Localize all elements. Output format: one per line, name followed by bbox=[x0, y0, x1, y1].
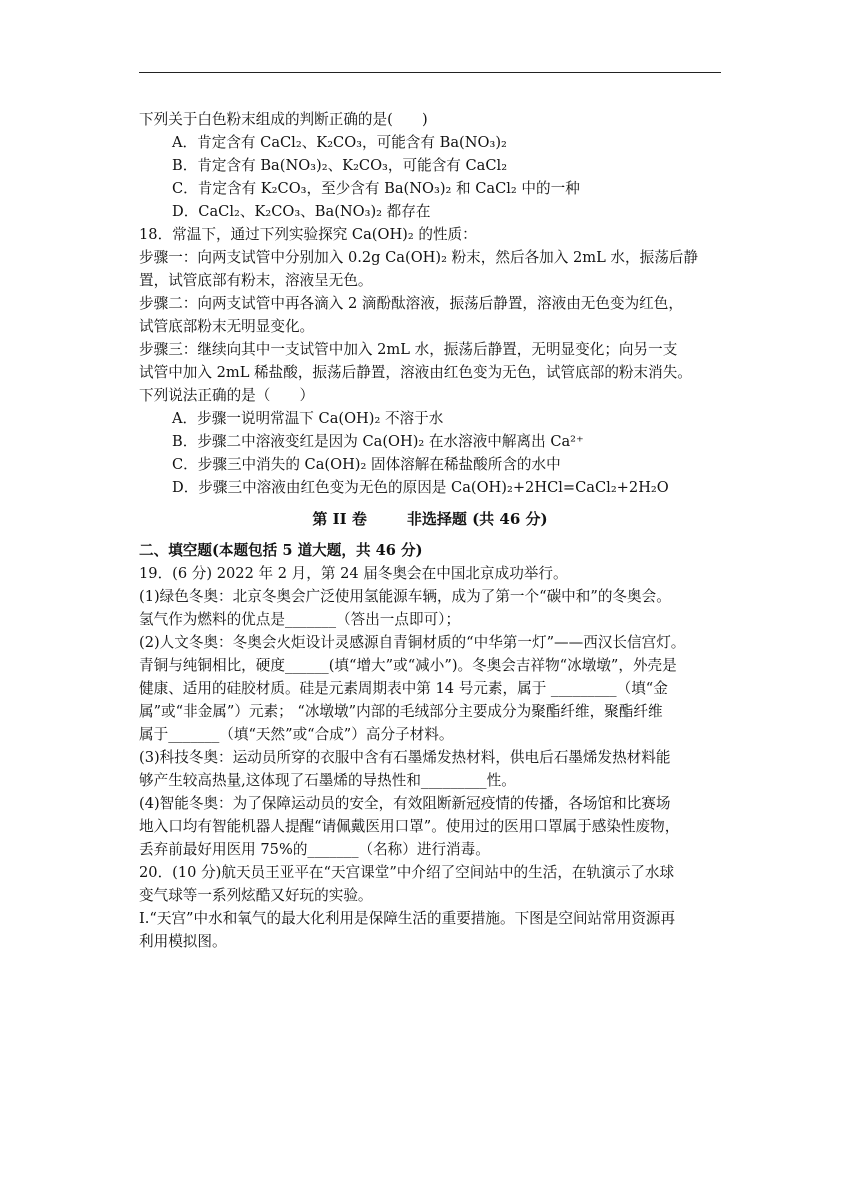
part2-title bbox=[0, 512, 860, 527]
q19-line: (4)智能冬奥：为了保障运动员的安全，有效阻断新冠疫情的传播，各场馆和比赛场 bbox=[139, 795, 671, 812]
q19-line: (2)人文冬奥：冬奥会火炬设计灵感源自青铜材质的“中华第一灯”——西汉长信宫灯。 bbox=[139, 634, 686, 651]
part2-title-left: 第 II 卷 bbox=[312, 510, 367, 528]
q18-line: 步骤三：继续向其中一支试管中加入 2mL 水，振荡后静置，无明显变化；向另一支 bbox=[139, 341, 678, 358]
q19-line: 属”或“非金属”）元素； “冰墩墩”内部的毛绒部分主要成分为聚酯纤维，聚酯纤维 bbox=[139, 703, 663, 720]
q20-line: 20．(10 分)航天员王亚平在“天宫课堂”中介绍了空间站中的生活，在轨演示了水球 bbox=[139, 864, 675, 881]
q17-stem: 下列关于白色粉末组成的判断正确的是( ) bbox=[139, 111, 428, 128]
q19-line: 地入口均有智能机器人提醒“请佩戴医用口罩”。使用过的医用口罩属于感染性废物， bbox=[139, 818, 680, 835]
q19-line: 健康、适用的硅胶材质。硅是元素周期表中第 14 号元素，属于 _________（填“金 bbox=[139, 680, 668, 697]
q17-option-b: B．肯定含有 Ba(NO₃)₂、K₂CO₃，可能含有 CaCl₂ bbox=[172, 157, 508, 174]
q19-line: 丢弃前最好用医用 75%的_______（名称）进行消毒。 bbox=[139, 841, 490, 858]
q17-option-c: C．肯定含有 K₂CO₃，至少含有 Ba(NO₃)₂ 和 CaCl₂ 中的一种 bbox=[172, 180, 580, 197]
q18-option-c: C．步骤三中消失的 Ca(OH)₂ 固体溶解在稀盐酸所含的水中 bbox=[172, 456, 561, 473]
q19-line: 属于_______（填“天然”或“合成”）高分子材料。 bbox=[139, 726, 454, 743]
q19-line: 青铜与纯铜相比，硬度______(填“增大”或“减小”)。冬奥会吉祥物“冰墩墩”，外壳是 bbox=[139, 657, 677, 674]
q18-line: 试管中加入 2mL 稀盐酸，振荡后静置，溶液由红色变为无色，试管底部的粉末消失。 bbox=[139, 364, 692, 381]
q19-line: 氢气作为燃料的优点是_______（答出一点即可）； bbox=[139, 611, 461, 628]
q18-line: 步骤一：向两支试管中分别加入 0.2g Ca(OH)₂ 粉末，然后各加入 2mL 水，振荡后静 bbox=[139, 249, 698, 266]
q20-line: 利用模拟图。 bbox=[139, 933, 227, 950]
q18-option-b: B．步骤二中溶液变红是因为 Ca(OH)₂ 在水溶液中解离出 Ca²⁺ bbox=[172, 433, 584, 450]
q20-line: I.“天宫”中水和氧气的最大化利用是保障生活的重要措施。下图是空间站常用资源再 bbox=[139, 910, 676, 927]
q19-line: 19．(6 分) 2022 年 2 月，第 24 届冬奥会在中国北京成功举行。 bbox=[139, 565, 568, 582]
q17-option-d: D．CaCl₂、K₂CO₃、Ba(NO₃)₂ 都存在 bbox=[172, 203, 431, 220]
q18-option-d: D．步骤三中溶液由红色变为无色的原因是 Ca(OH)₂+2HCl=CaCl₂+2H₂O bbox=[172, 479, 669, 496]
q18-line: 步骤二：向两支试管中再各滴入 2 滴酚酞溶液，振荡后静置，溶液由无色变为红色， bbox=[139, 295, 683, 312]
q18-option-a: A．步骤一说明常温下 Ca(OH)₂ 不溶于水 bbox=[172, 410, 444, 427]
q18-line: 置，试管底部有粉末，溶液呈无色。 bbox=[139, 272, 373, 289]
q19-line: (1)绿色冬奥：北京冬奥会广泛使用氢能源车辆，成为了第一个“碳中和”的冬奥会。 bbox=[139, 588, 671, 605]
q18-title: 18．常温下，通过下列实验探究 Ca(OH)₂ 的性质： bbox=[139, 226, 477, 243]
q18-line: 试管底部粉末无明显变化。 bbox=[139, 318, 315, 335]
header-rule bbox=[139, 72, 721, 73]
q17-option-a: A．肯定含有 CaCl₂、K₂CO₃，可能含有 Ba(NO₃)₂ bbox=[172, 134, 507, 151]
q18-line: 下列说法正确的是（ ） bbox=[139, 387, 315, 404]
q20-line: 变气球等一系列炫酷又好玩的实验。 bbox=[139, 887, 373, 904]
part2-title-right: 非选择题 (共 46 分) bbox=[406, 510, 548, 528]
section-heading: 二、填空题(本题包括 5 道大题，共 46 分) bbox=[139, 542, 423, 559]
q19-line: 够产生较高热量,这体现了石墨烯的导热性和_________性。 bbox=[139, 772, 516, 789]
q19-line: (3)科技冬奥：运动员所穿的衣服中含有石墨烯发热材料，供电后石墨烯发热材料能 bbox=[139, 749, 671, 766]
